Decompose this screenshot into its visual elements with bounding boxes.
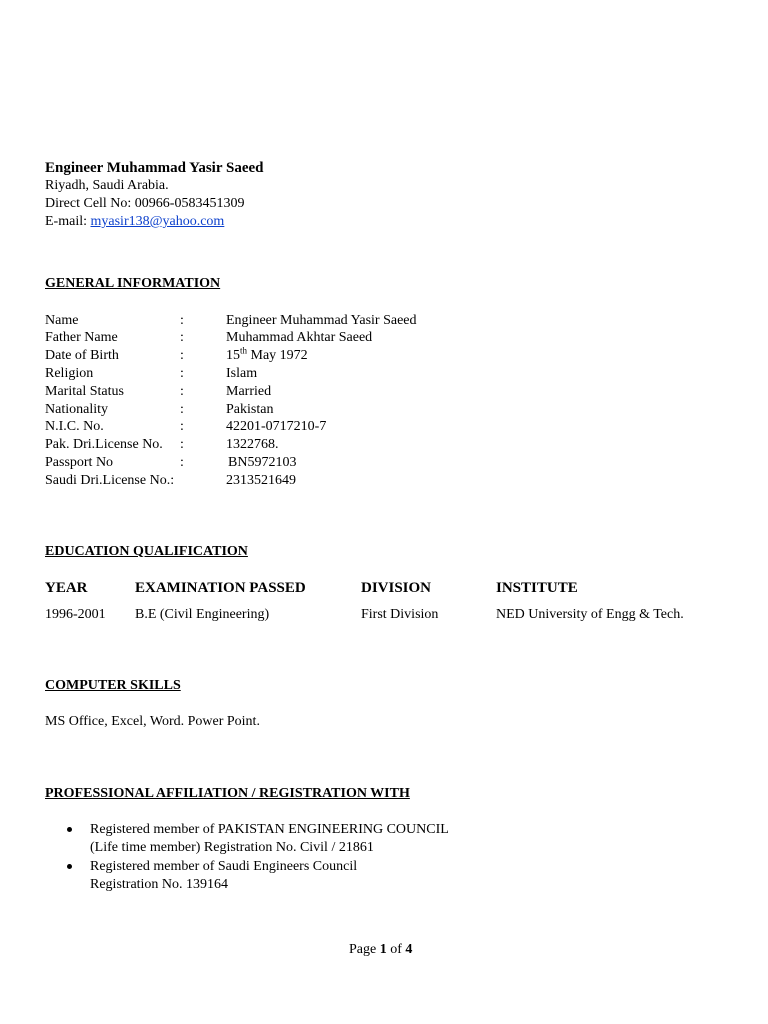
education-heading: EDUCATION QUALIFICATION (45, 544, 248, 559)
dob-day-suffix: th (240, 345, 248, 356)
general-information-heading: GENERAL INFORMATION (45, 276, 221, 291)
general-label: N.I.C. No. (45, 419, 104, 434)
candidate-name: Engineer Muhammad Yasir Saeed (45, 160, 264, 176)
general-value: 1322768. (226, 437, 279, 452)
dob-rest: May 1972 (247, 348, 308, 363)
email-link[interactable]: myasir138@yahoo.com (90, 214, 225, 229)
table-cell: NED University of Engg & Tech. (496, 607, 684, 622)
general-value: Muhammad Akhtar Saeed (226, 330, 373, 345)
column-header: YEAR (45, 580, 88, 596)
general-label: Father Name (45, 330, 118, 345)
general-sep: : (180, 419, 184, 434)
dob-day: 15 (226, 348, 240, 363)
location: Riyadh, Saudi Arabia. (45, 178, 169, 193)
bullet-icon (67, 864, 72, 869)
general-sep: : (180, 348, 184, 363)
list-item-line: Registered member of PAKISTAN ENGINEERING COUNCIL (90, 822, 449, 837)
computer-skills-heading: COMPUTER SKILLS (45, 678, 181, 693)
general-sep: : (180, 455, 184, 470)
table-cell: B.E (Civil Engineering) (135, 607, 270, 622)
email-label: E-mail: (45, 214, 91, 229)
general-label: Pak. Dri.License No. (45, 437, 163, 452)
general-sep: : (180, 384, 184, 399)
table-cell: First Division (361, 607, 439, 622)
page-prefix: Page (349, 942, 380, 957)
bullet-icon (67, 827, 72, 832)
general-value: Pakistan (226, 402, 274, 417)
page-mid: of (386, 942, 406, 957)
table-cell: 1996-2001 (45, 607, 106, 622)
list-item-line: Registration No. 139164 (90, 877, 229, 892)
general-value: BN5972103 (228, 455, 297, 470)
computer-skills-text: MS Office, Excel, Word. Power Point. (45, 714, 260, 729)
general-sep: : (180, 437, 184, 452)
list-item-line: Registered member of Saudi Engineers Council (90, 859, 358, 874)
general-label: Nationality (45, 402, 108, 417)
general-sep: : (180, 330, 184, 345)
column-header: EXAMINATION PASSED (135, 580, 306, 596)
email-line (45, 213, 224, 231)
general-label: Saudi Dri.License No.: (45, 473, 175, 488)
general-value: 42201-0717210-7 (226, 419, 327, 434)
general-value: Islam (226, 366, 258, 381)
list-item-line: (Life time member) Registration No. Civil / 21861 (90, 840, 374, 855)
general-label: Name (45, 313, 79, 328)
general-value: 2313521649 (226, 473, 296, 488)
general-label: Marital Status (45, 384, 124, 399)
page-number (349, 941, 412, 959)
column-header: DIVISION (361, 580, 432, 596)
general-value: Engineer Muhammad Yasir Saeed (226, 313, 417, 328)
page-current: 1 (379, 942, 387, 957)
general-value: Married (226, 384, 272, 399)
general-sep: : (180, 366, 184, 381)
general-value (226, 347, 308, 365)
page-total: 4 (405, 942, 413, 957)
column-header: INSTITUTE (496, 580, 578, 596)
general-label: Passport No (45, 455, 114, 470)
general-sep: : (180, 402, 184, 417)
affiliation-heading: PROFESSIONAL AFFILIATION / REGISTRATION WITH (45, 786, 410, 801)
direct-cell: Direct Cell No: 00966-0583451309 (45, 196, 245, 211)
general-label: Religion (45, 366, 94, 381)
general-sep: : (180, 313, 184, 328)
general-label: Date of Birth (45, 348, 119, 363)
